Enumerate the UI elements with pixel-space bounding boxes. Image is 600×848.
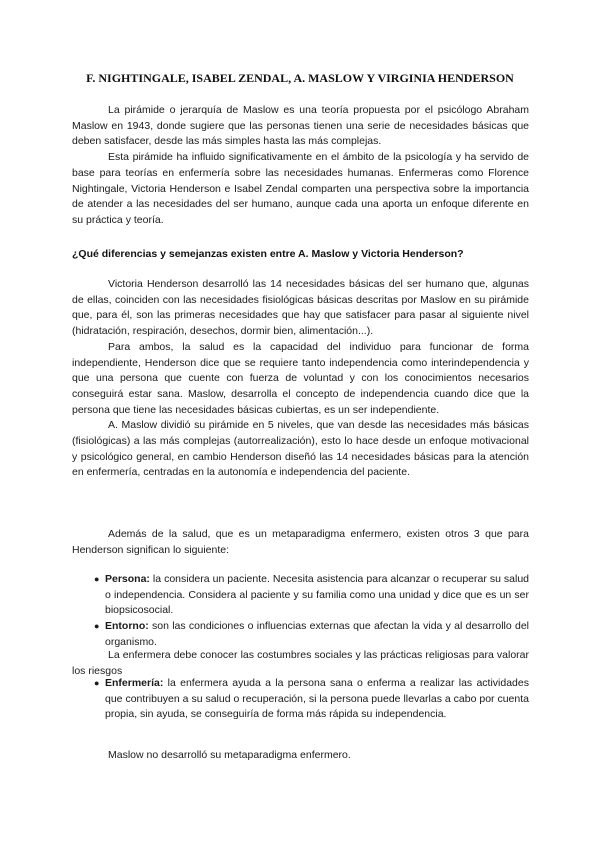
metaparadigm-intro: Además de la salud, que es un metaparadigma enfermero, existen otros 3 que para Henderson significan lo siguiente: <box>72 528 529 556</box>
bullet-icon: ● <box>94 621 100 632</box>
entorno-note: La enfermera debe conocer las costumbres sociales y las prácticas religiosas para valorar los riesgos <box>72 649 529 677</box>
metaparadigm-list <box>94 572 529 651</box>
enfermeria-term: Enfermería: <box>105 677 164 689</box>
metaparadigm-intro-block <box>72 527 529 558</box>
intro-section <box>72 103 529 229</box>
list-item-entorno <box>94 619 529 650</box>
intro-paragraph-1: La pirámide o jerarquía de Maslow es una teoría propuesta por el psicólogo Abraham Maslow en 1943, donde sugiere que las personas tienen una serie de necesidades básicas que deben satisfacer, desde las más simples hasta las más complejas. <box>72 104 529 148</box>
document-title: F. NIGHTINGALE, ISABEL ZENDAL, A. MASLOW Y VIRGINIA HENDERSON <box>86 71 514 85</box>
metaparadigm-list-2 <box>94 676 529 723</box>
list-item-persona <box>94 572 529 619</box>
comparison-section <box>72 277 529 481</box>
comparison-paragraph-1: Victoria Henderson desarrolló las 14 necesidades básicas del ser humano que, algunas de ellas, coinciden con las necesidades fisiológicas básicas descritas por Maslow en su pirámide que, para él, son las primeras necesidades que hay que satisfacer para pasar al siguiente nivel (hidratación, respiración, desechos, dormir bien, alimentación...). <box>72 278 529 338</box>
entorno-term: Entorno: <box>105 620 149 633</box>
intro-paragraph-2: Esta pirámide ha influido significativamente en el ámbito de la psicología y ha servido de base para teorías en enfermería sobre las necesidades humanas. Enfermeras como Florence Nightingale, Victoria Henderson e Isabel Zendal comparten una perspectiva sobre la importancia de atender a las necesidades del ser humano, aunque cada una aporta un enfoque diferente en su práctica y teoría. <box>72 151 529 226</box>
enfermeria-text: la enfermera ayuda a la persona sana o enferma a realizar las actividades que contribuyen a su salud o recuperación, si la persona puede llevarlas a cabo por cuenta propia, sin ayuda, se conseguiría de forma más rápida su independencia. <box>105 677 529 721</box>
bullet-icon: ● <box>94 678 100 688</box>
entorno-note-block <box>72 648 529 679</box>
list-item-enfermeria <box>94 676 529 723</box>
persona-text: la considera un paciente. Necesita asistencia para alcanzar o recuperar su salud o independencia. Considera al paciente y su familia como una unidad y dice que es un ser biopsicosocial. <box>105 573 529 617</box>
closing-block <box>108 748 528 764</box>
entorno-text: son las condiciones o influencias externas que afectan la vida y al desarrollo del organismo. <box>105 620 529 648</box>
persona-term: Persona: <box>105 573 150 585</box>
comparison-paragraph-2: Para ambos, la salud es la capacidad del individuo para funcionar de forma independiente, Henderson dice que se requiere tanto independencia como interindependencia y que una persona que cuente con fuerza de voluntad y con los conocimientos necesarios conseguirá estar sana. Maslow, desarrolla el concepto de independencia cuando dice que la persona que tiene las necesidades básicas cubiertas, es un ser independiente. <box>72 340 529 416</box>
comparison-paragraph-3: A. Maslow dividió su pirámide en 5 niveles, que van desde las necesidades más básicas (fisiológicas) a las más complejas (autorrealización), esto lo hace desde un enfoque motivacional y psicológico general, en cambio Henderson diseñó las 14 necesidades básicas para la atención en enfermería, centradas en la autonomía e independencia del paciente. <box>72 419 529 479</box>
closing-line: Maslow no desarrolló su metaparadigma enfermero. <box>108 749 351 761</box>
bullet-icon: ● <box>94 574 100 584</box>
section-heading: ¿Qué diferencias y semejanzas existen entre A. Maslow y Victoria Henderson? <box>72 248 464 260</box>
